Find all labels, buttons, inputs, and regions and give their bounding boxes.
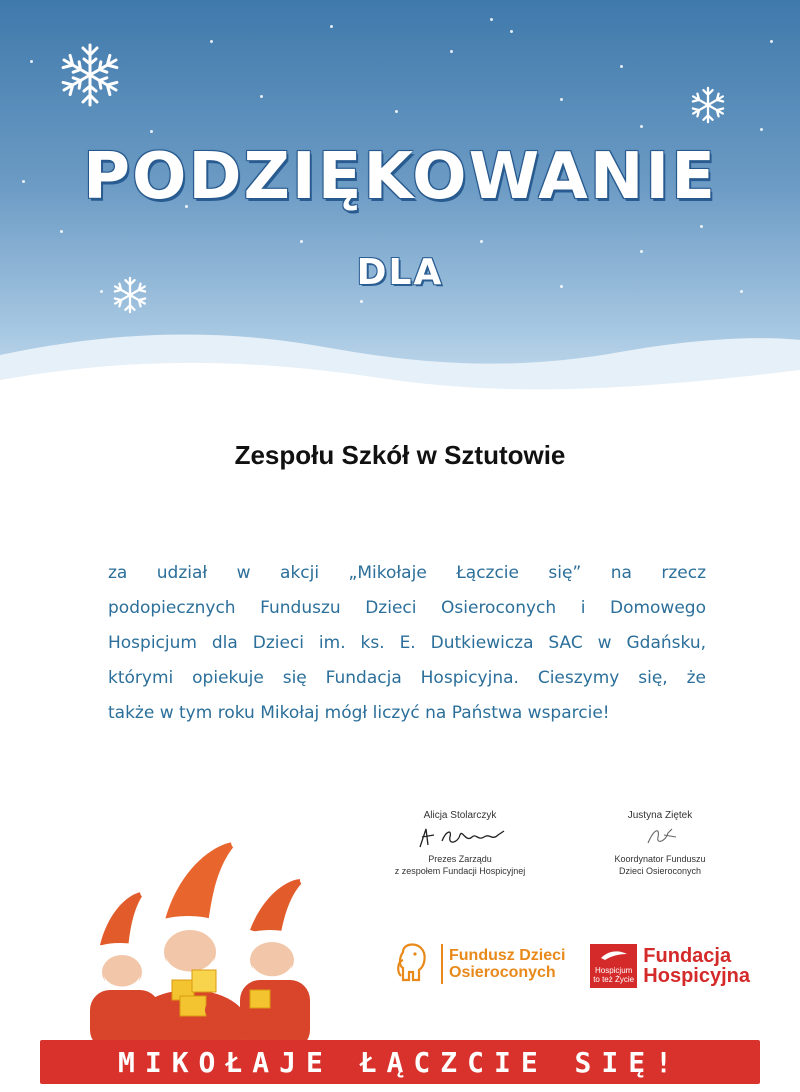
fundusz-logo-text: Osieroconych: [449, 964, 556, 981]
signature-block-president: [375, 810, 545, 877]
fundacja-hospicyjna-logo: [590, 940, 750, 992]
signer-role: Koordynator Funduszu: [614, 854, 706, 864]
body-line: podopiecznych Funduszu Dzieci Osieroconych i Domowego: [108, 598, 706, 618]
body-line: za udział w akcji „Mikołaje Łączcie się” na rzecz: [108, 563, 706, 583]
signer-role: Prezes Zarządu: [428, 854, 492, 864]
fundusz-dzieci-logo: [395, 938, 575, 990]
campaign-banner: [40, 1040, 760, 1084]
snow-hills: [0, 300, 800, 440]
snowflake-icon: [688, 85, 728, 125]
fundusz-logo-text: Fundusz Dzieci: [449, 947, 566, 964]
fundacja-logo-text: Fundacja: [643, 945, 732, 967]
signer-name: Alicja Stolarczyk: [423, 810, 497, 821]
body-line: którymi opiekuje się Fundacja Hospicyjna. Cieszymy się, że: [108, 668, 706, 688]
badge-text: Hospicjum: [594, 966, 633, 975]
page-title: PODZIĘKOWANIE: [83, 140, 717, 214]
body-line: Hospicjum dla Dzieci im. ks. E. Dutkiewicza SAC w Gdańsku,: [108, 633, 706, 653]
santa-claus-illustration: [80, 820, 330, 1050]
handwritten-signature: [620, 823, 700, 851]
campaign-slogan: MIKOŁAJE ŁĄCZCIE SIĘ!: [117, 1045, 682, 1079]
signer-name: Justyna Ziętek: [627, 810, 693, 821]
signature-block-coordinator: [590, 810, 730, 877]
recipient-name: Zespołu Szkół w Sztutowie: [234, 440, 566, 470]
snowflake-icon: [55, 40, 125, 110]
logo-divider: [441, 944, 443, 984]
page-subtitle: DLA: [356, 252, 444, 293]
body-paragraph: [108, 556, 706, 731]
signer-role: z zespołem Fundacji Hospicyjnej: [394, 866, 526, 876]
badge-text: to też Życie: [593, 975, 635, 984]
signer-role: Dzieci Osieroconych: [618, 866, 702, 876]
handwritten-signature: [400, 823, 520, 851]
body-line: także w tym roku Mikołaj mógł liczyć na Państwa wsparcie!: [108, 703, 610, 723]
bird-icon: [599, 948, 629, 962]
hospicjum-badge: [590, 944, 637, 988]
elephant-icon: [395, 940, 435, 988]
fundacja-logo-text: Hospicyjna: [643, 965, 750, 987]
